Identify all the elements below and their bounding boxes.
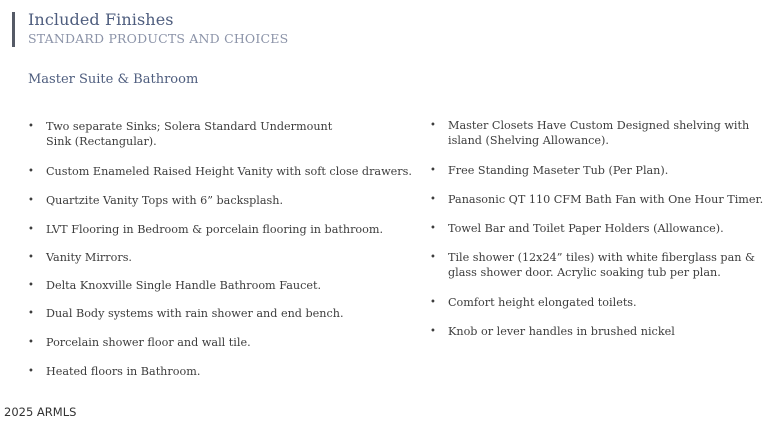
list-item: • Delta Knoxville Single Handle Bathroom Faucet. — [28, 278, 406, 293]
list-item: • Knob or lever handles in brushed nickel — [430, 324, 773, 339]
copyright-footer: 2025 ARMLS — [4, 405, 77, 419]
section-title: Master Suite & Bathroom — [28, 72, 199, 87]
list-item: • Dual Body systems with rain shower and end bench. — [28, 306, 406, 321]
list-item: • Free Standing Maseter Tub (Per Plan). — [430, 163, 773, 178]
accent-bar — [12, 12, 15, 47]
list-item: • Custom Enameled Raised Height Vanity with soft close drawers. — [28, 164, 406, 179]
list-item: • Heated floors in Bathroom. — [28, 364, 406, 379]
list-item: • Porcelain shower floor and wall tile. — [28, 335, 406, 350]
list-item: • Master Closets Have Custom Designed shelving with island (Shelving Allowance). — [430, 118, 773, 148]
page-subtitle: STANDARD PRODUCTS AND CHOICES — [28, 31, 289, 46]
list-item: • Towel Bar and Toilet Paper Holders (Allowance). — [430, 221, 773, 236]
list-item: • Comfort height elongated toilets. — [430, 295, 773, 310]
list-item: • Quartzite Vanity Tops with 6” backsplash. — [28, 193, 406, 208]
page-title: Included Finishes — [28, 10, 174, 29]
list-item: • Panasonic QT 110 CFM Bath Fan with One Hour Timer. — [430, 192, 773, 207]
list-item: • Two separate Sinks; Solera Standard Undermount Sink (Rectangular). — [28, 119, 346, 149]
list-item: • Tile shower (12x24” tiles) with white fiberglass pan & glass shower door. Acrylic soaking tub per plan. — [430, 250, 766, 280]
list-item: • LVT Flooring in Bedroom & porcelain flooring in bathroom. — [28, 222, 406, 237]
list-item: • Vanity Mirrors. — [28, 250, 406, 265]
